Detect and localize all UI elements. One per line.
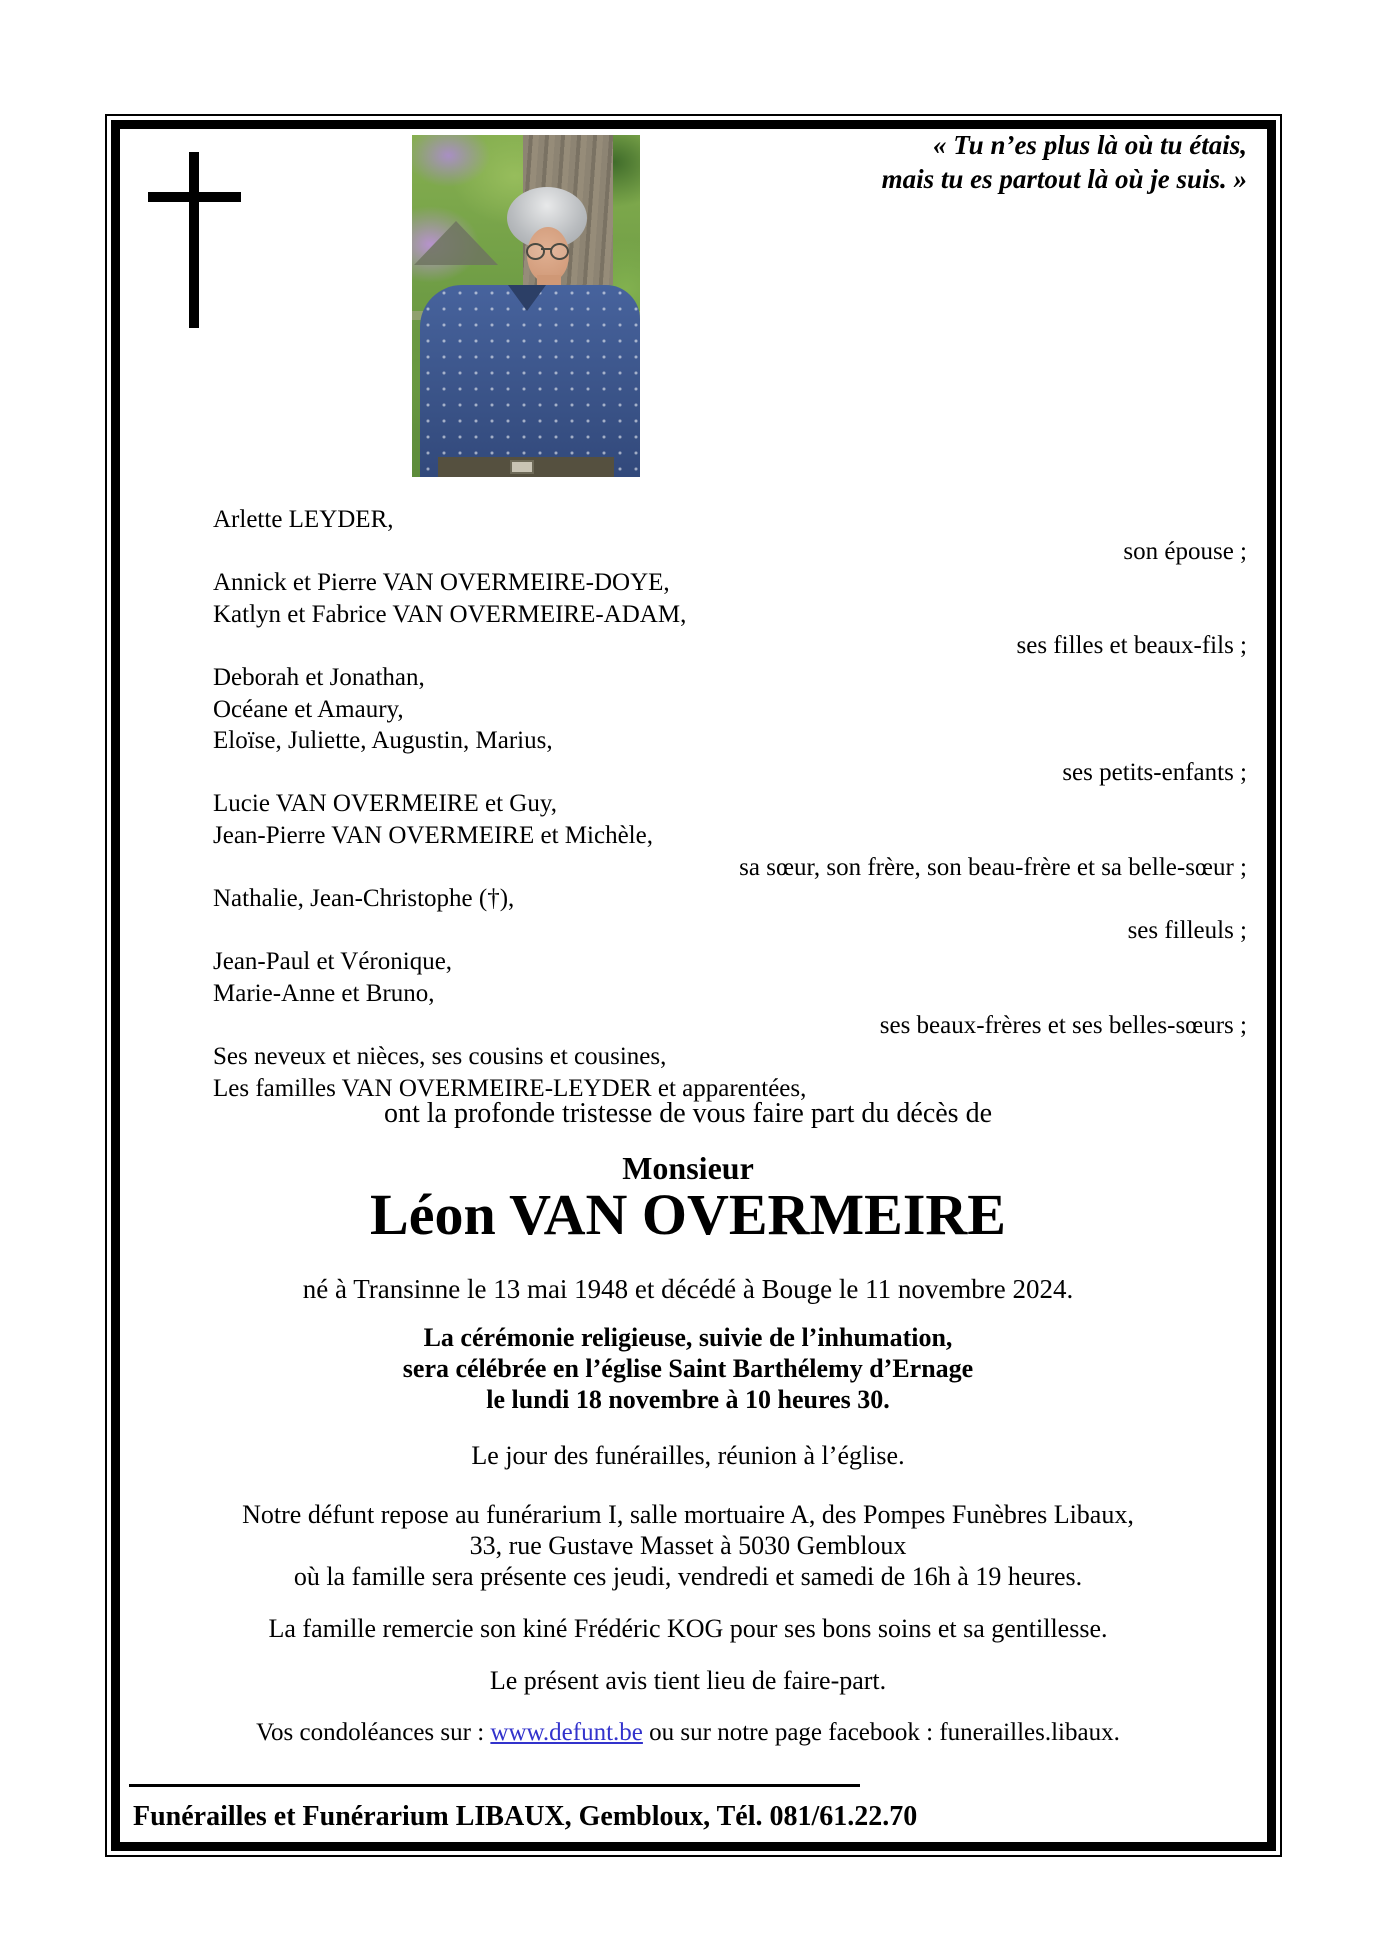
relation-label-inlaws: ses beaux-frères et ses belles-sœurs ; xyxy=(879,1011,1247,1039)
memorial-quote-line2: mais tu es partout là où je suis. » xyxy=(881,164,1247,194)
memorial-quote-line1: « Tu n’es plus là où tu étais, xyxy=(932,130,1247,160)
relation-label-siblings: sa sœur, son frère, son beau-frère et sa belle-sœur ; xyxy=(739,853,1247,881)
birth-death-dates: né à Transinne le 13 mai 1948 et décédé à Bouge le 11 novembre 2024. xyxy=(302,1274,1074,1304)
family-line-spouse-name: Arlette LEYDER, xyxy=(213,506,394,533)
condolences-prefix: Vos condoléances sur : xyxy=(256,1719,491,1746)
family-line-nephews: Ses neveux et nièces, ses cousins et cousines, xyxy=(213,1043,667,1071)
ceremony-details xyxy=(129,1322,1247,1415)
photo-shirt-collar xyxy=(508,285,546,311)
photo-glasses-right-lens xyxy=(550,243,569,260)
funerarium-details xyxy=(129,1499,1247,1592)
funerarium-line2: 33, rue Gustave Masset à 5030 Gembloux xyxy=(469,1531,907,1560)
memorial-quote xyxy=(129,128,1247,196)
ceremony-line1: La cérémonie religieuse, suivie de l’inhumation, xyxy=(423,1323,953,1352)
photo-hut-roof xyxy=(414,221,498,265)
funerarium-line3: où la famille sera présente ces jeudi, vendredi et samedi de 16h à 19 heures. xyxy=(293,1562,1083,1591)
family-line-inlaws1: Jean-Paul et Véronique, xyxy=(213,948,453,976)
family-line-sister: Lucie VAN OVERMEIRE et Guy, xyxy=(213,790,557,818)
defunt-website-link[interactable]: www.defunt.be xyxy=(490,1719,643,1746)
family-list xyxy=(129,504,1247,1104)
photo-glasses-left-lens xyxy=(526,243,545,260)
family-line-grandchildren1: Deborah et Jonathan, xyxy=(213,663,425,691)
funeral-meeting-note: Le jour des funérailles, réunion à l’église. xyxy=(471,1441,905,1470)
family-line-grandchildren2: Océane et Amaury, xyxy=(213,695,404,723)
photo-belt-buckle xyxy=(510,460,534,474)
faire-part-notice: Le présent avis tient lieu de faire-part. xyxy=(489,1666,887,1695)
condolences-line xyxy=(129,1717,1247,1748)
family-line-brother: Jean-Pierre VAN OVERMEIRE et Michèle, xyxy=(213,821,653,849)
relation-label-godchildren: ses filleuls ; xyxy=(1127,916,1247,944)
relation-label-daughters: ses filles et beaux-fils ; xyxy=(1016,632,1247,660)
family-line-daughter1: Annick et Pierre VAN OVERMEIRE-DOYE, xyxy=(213,569,670,597)
relation-label-grandchildren: ses petits-enfants ; xyxy=(1062,758,1247,786)
family-line-inlaws2: Marie-Anne et Bruno, xyxy=(213,979,435,1007)
family-line-godchildren: Nathalie, Jean-Christophe (†), xyxy=(213,885,515,913)
relation-label-spouse: son épouse ; xyxy=(1123,537,1247,565)
funeral-home-footer: Funérailles et Funérarium LIBAUX, Gembloux, Tél. 081/61.22.70 xyxy=(133,1801,918,1832)
thanks-note: La famille remercie son kiné Frédéric KOG pour ses bons soins et sa gentillesse. xyxy=(268,1614,1108,1643)
footer-divider-line xyxy=(129,1784,860,1787)
civility-title: Monsieur xyxy=(622,1150,754,1186)
condolences-suffix: ou sur notre page facebook : funerailles.libaux. xyxy=(642,1719,1120,1746)
family-line-related-families: Les familles VAN OVERMEIRE-LEYDER et apparentées, xyxy=(213,1074,807,1102)
photo-glasses-bridge xyxy=(541,248,551,250)
deceased-name: Léon VAN OVERMEIRE xyxy=(370,1182,1006,1247)
family-line-grandchildren3: Eloïse, Juliette, Augustin, Marius, xyxy=(213,727,553,755)
funerarium-line1: Notre défunt repose au funérarium I, salle mortuaire A, des Pompes Funèbres Libaux, xyxy=(242,1500,1134,1529)
announcement-sentence: ont la profonde tristesse de vous faire part du décès de xyxy=(383,1098,992,1129)
photo-blue-shirt xyxy=(420,285,640,477)
ceremony-line3: le lundi 18 novembre à 10 heures 30. xyxy=(486,1385,890,1414)
family-line-daughter2: Katlyn et Fabrice VAN OVERMEIRE-ADAM, xyxy=(213,600,687,628)
ceremony-line2: sera célébrée en l’église Saint Barthélemy d’Ernage xyxy=(402,1354,974,1383)
